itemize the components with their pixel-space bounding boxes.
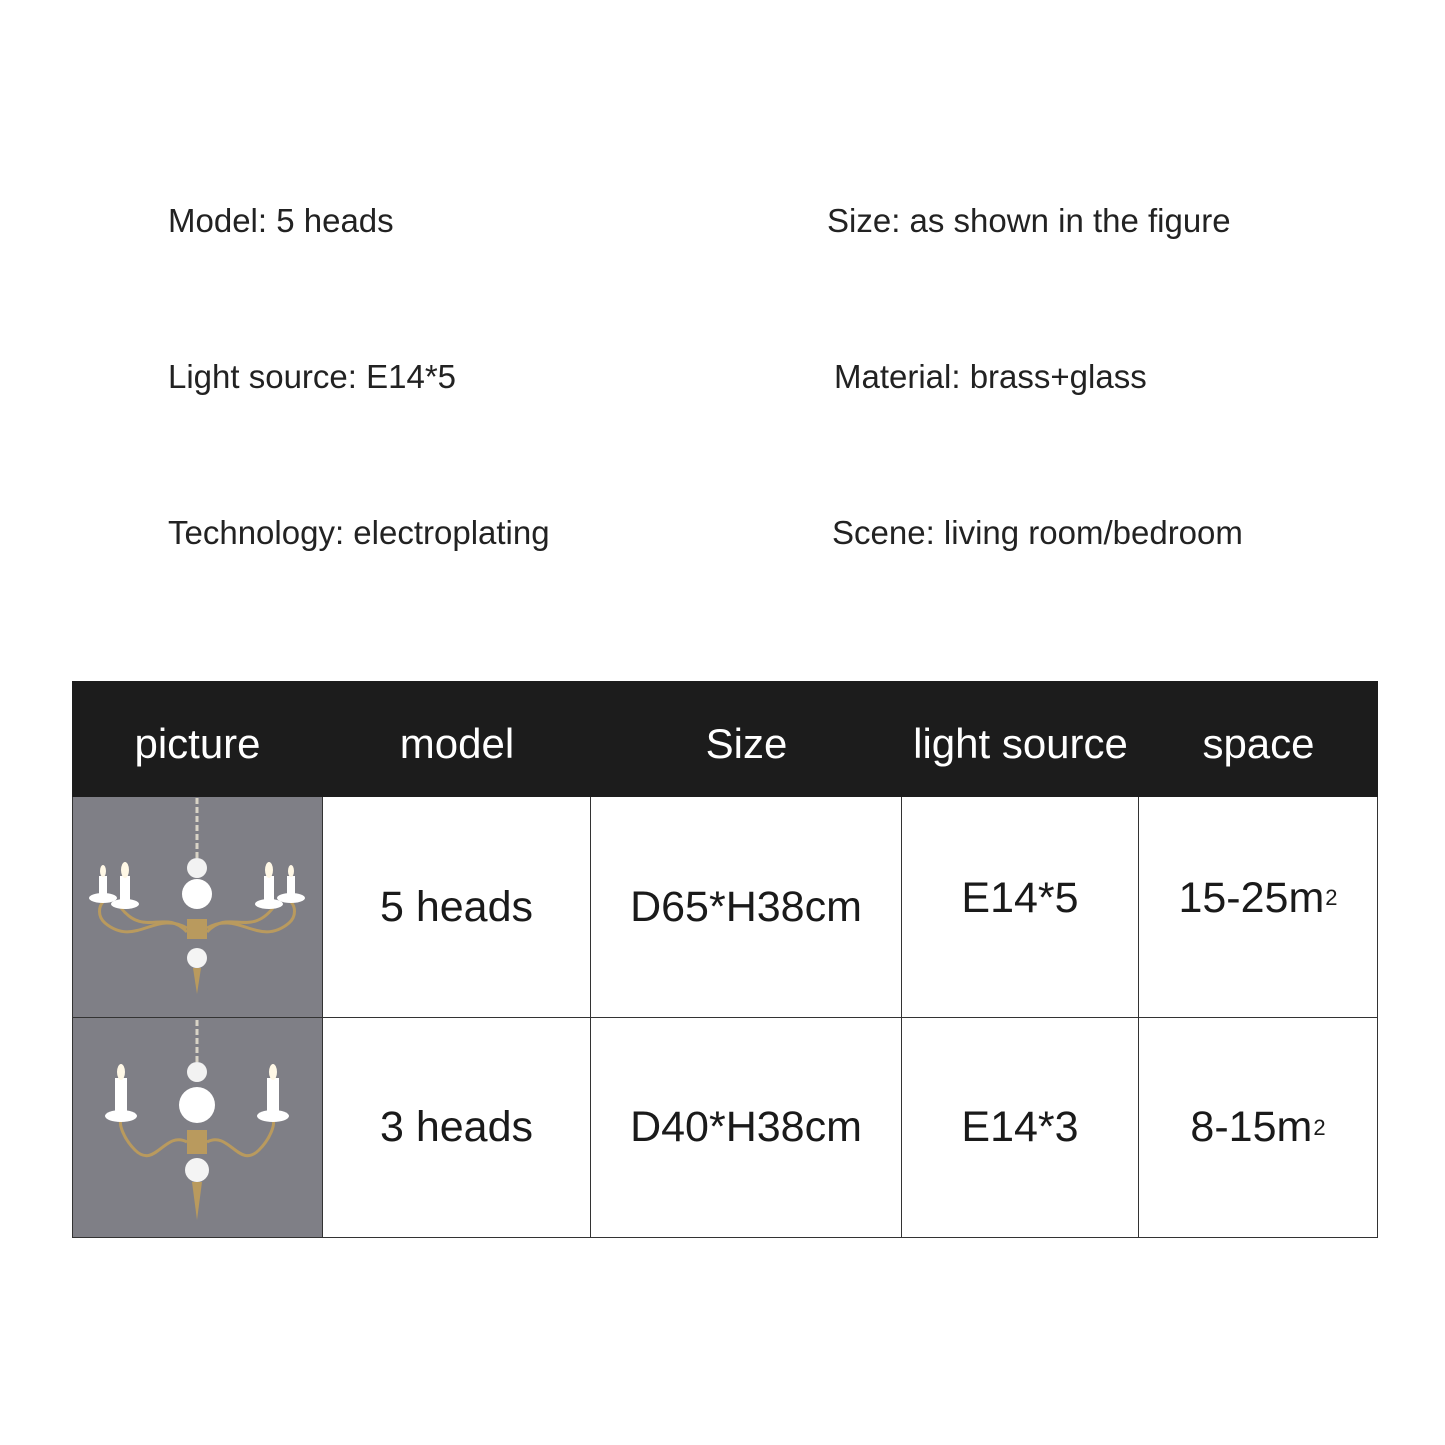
chandelier-5-heads-image [75,798,320,1016]
header-picture: picture [134,720,261,767]
spec-technology: Technology: electroplating [168,514,550,551]
table-header [72,681,1378,797]
spec-light-source: Light source: E14*5 [168,358,457,395]
table-row-2-space-unit-sup: 2 [1313,1114,1326,1140]
table-row-1-light-source: E14*5 [902,797,1139,1018]
chandelier-3-heads-image [75,1020,320,1236]
table-row-2-light-source: E14*3 [902,1018,1139,1238]
spec-model: Model: 5 heads [168,202,394,239]
table-row-2-size: D40*H38cm [591,1018,902,1238]
table-row-1-picture [72,797,323,1018]
table-row-2-picture [72,1018,323,1238]
header-light-source: light source [913,720,1128,767]
table-row-1-space [1139,797,1378,1018]
table-row-1-size: D65*H38cm [591,797,902,1018]
table-row-1-model: 5 heads [323,797,591,1018]
spec-scene: Scene: living room/bedroom [832,514,1243,551]
table-row-2-space-value: 8-15m [1190,1103,1313,1151]
spec-material: Material: brass+glass [834,358,1147,395]
header-size: Size [705,720,788,767]
header-space: space [1202,720,1315,767]
table-row-1-space-unit-sup: 2 [1325,885,1338,910]
table-row-2-model: 3 heads [323,1018,591,1238]
header-model: model [399,720,515,767]
spec-size: Size: as shown in the figure [827,202,1231,239]
product-table [72,681,1378,1238]
table-row-2-space [1139,1018,1378,1238]
table-row-1-space-value: 15-25m [1178,873,1325,922]
